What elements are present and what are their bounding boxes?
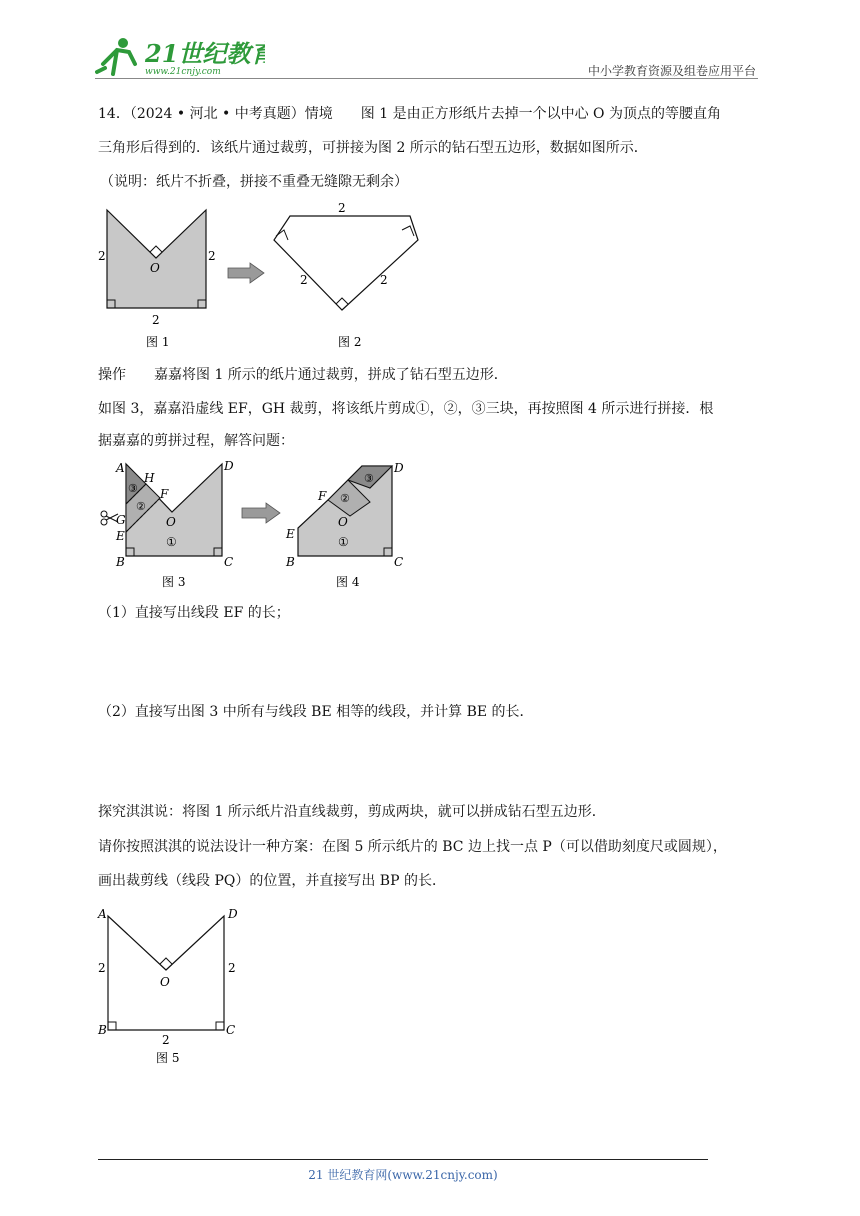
fig3-caption: 图 3 — [162, 575, 186, 589]
fig3-label-2: ② — [136, 500, 146, 513]
footer-link[interactable]: 21 世纪教育网(www.21cnjy.com) — [308, 1168, 498, 1182]
fig4-label-1: ① — [338, 535, 349, 549]
fig5-label-d: D — [228, 907, 238, 921]
runner-logo-icon — [97, 38, 135, 74]
fig3-label-o: O — [166, 515, 176, 529]
figure-2 — [274, 201, 418, 349]
operation-line-2: 如图 3，嘉嘉沿虚线 EF，GH 裁剪，将该纸片剪成①，②，③三块，再按照图 4 所示进行拼接．根 — [98, 401, 714, 417]
fig3-label-g: G — [116, 513, 126, 527]
problem-line-1: 14．（2024 • 河北 • 中考真题）情境 图 1 是由正方形纸片去掉一个以中心 O 为顶点的等腰直角 — [98, 106, 721, 122]
fig2-caption: 图 2 — [338, 335, 362, 349]
fig3-label-e: E — [116, 529, 125, 543]
fig4-label-c: C — [394, 555, 404, 569]
fig4-label-f: F — [318, 489, 327, 503]
site-logo — [95, 34, 265, 78]
fig1-bottom-len: 2 — [152, 313, 160, 327]
fig5-label-o: O — [160, 975, 170, 989]
logo-url: www.21cnjy.com — [145, 67, 221, 77]
explore-line-2: 请你按照淇淇的说法设计一种方案：在图 5 所示纸片的 BC 边上找一点 P（可以借助刻度尺或圆规）， — [98, 839, 727, 855]
problem-note: （说明：纸片不折叠，拼接不重叠无缝隙无剩余） — [100, 174, 408, 190]
fig3-label-a: A — [116, 461, 125, 475]
fig5-bottom-len: 2 — [162, 1033, 170, 1047]
arrow-icon — [228, 263, 264, 283]
explore-line-1: 探究淇淇说：将图 1 所示纸片沿直线裁剪，剪成两块，就可以拼成钻石型五边形． — [98, 804, 606, 820]
figures-3-4 — [92, 458, 422, 594]
logo-text: 21世纪教育 — [145, 39, 265, 68]
figure-4 — [285, 461, 404, 589]
fig4-label-o: O — [338, 515, 348, 529]
fig1-caption: 图 1 — [146, 335, 170, 349]
operation-line: 操作 嘉嘉将图 1 所示的纸片通过裁剪，拼成了钻石型五边形． — [98, 367, 508, 383]
fig4-caption: 图 4 — [336, 575, 360, 589]
site-name: 中小学教育资源及组卷应用平台 — [587, 64, 756, 78]
figure-3 — [101, 459, 234, 589]
explore-line-3: 画出裁剪线（线段 PQ）的位置，并直接写出 BP 的长． — [98, 873, 446, 889]
arrow-icon — [242, 503, 280, 523]
question-1: （1）直接写出线段 EF 的长； — [98, 605, 290, 621]
fig4-label-2: ② — [340, 492, 350, 505]
fig3-label-c: C — [224, 555, 234, 569]
fig2-left-len: 2 — [300, 273, 308, 287]
fig5-label-a: A — [98, 907, 107, 921]
fig5-right-len: 2 — [228, 961, 236, 975]
figure-5 — [92, 902, 262, 1072]
fig4-label-e: E — [286, 527, 295, 541]
fig3-label-d: D — [224, 459, 234, 473]
fig5-label-c: C — [226, 1023, 236, 1037]
fig1-left-len: 2 — [98, 249, 106, 263]
question-2: （2）直接写出图 3 中所有与线段 BE 相等的线段，并计算 BE 的长． — [98, 704, 534, 720]
fig5-label-b: B — [98, 1023, 107, 1037]
figure-1 — [98, 210, 216, 349]
fig5-left-len: 2 — [98, 961, 106, 975]
fig1-right-len: 2 — [208, 249, 216, 263]
fig4-label-3: ③ — [364, 472, 374, 485]
operation-line-3: 据嘉嘉的剪拼过程，解答问题： — [98, 433, 294, 449]
header-divider — [95, 78, 758, 79]
problem-line-2: 三角形后得到的．该纸片通过裁剪，可拼接为图 2 所示的钻石型五边形，数据如图所示． — [98, 140, 648, 156]
fig4-label-d: D — [394, 461, 404, 475]
fig5-caption: 图 5 — [156, 1051, 180, 1065]
fig3-label-h: H — [144, 471, 155, 485]
footer-divider — [98, 1159, 708, 1160]
fig3-label-3: ③ — [128, 482, 138, 495]
fig1-point-o: O — [150, 261, 160, 275]
fig3-label-1: ① — [166, 535, 177, 549]
fig3-label-b: B — [116, 555, 125, 569]
fig3-label-f: F — [160, 487, 169, 501]
fig2-right-len: 2 — [380, 273, 388, 287]
fig4-label-b: B — [286, 555, 295, 569]
fig2-top-len: 2 — [338, 201, 346, 215]
figures-1-2 — [90, 200, 440, 360]
